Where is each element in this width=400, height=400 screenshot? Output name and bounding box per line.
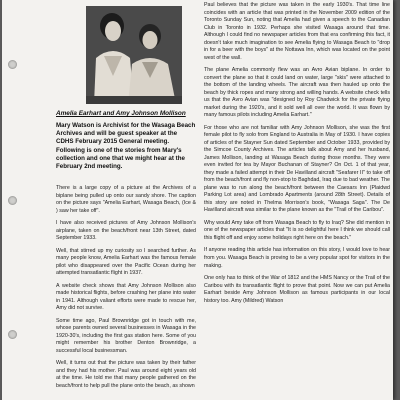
right-column — [204, 2, 390, 310]
article-intro: Mary Watson is Archivist for the Wasaga Beach Archives and will be guest speaker at the CDHS February 2015 General meeting. Following is one of the stories from Mary's collection and one that we might hear at the February 2nd meeting. — [56, 122, 196, 170]
document-page — [2, 0, 393, 400]
photo-two-women — [86, 6, 182, 104]
paragraph: I have also received pictures of Amy Johnson Mollison's airplane, taken on the beach/front near 13th Street, dated September 1933. — [56, 220, 196, 242]
paragraph: Why would Amy take off from Wasaga Beach to fly to Iraq? She did mention in one of the newspaper articles that "It is so delightful here I think we should call this flight off and enjoy some holidays right here on the beach." — [204, 219, 390, 241]
paragraph: Well, that stirred up my curiosity so I searched further. As many people know, Amelia Earhart was the famous female pilot who disappeared over the Pacific Ocean during her attempted transatlantic flight in 1937. — [56, 247, 196, 277]
punch-hole — [8, 196, 17, 205]
paragraph: There is a large copy of a picture at the Archives of a biplane being pulled up onto our sandy shore. The caption on the picture says "Amelia Earhart, Wasaga Beach, (Ice & ) saw her take off". — [56, 185, 196, 214]
photo-image — [86, 6, 182, 104]
paragraph: Paul believes that the picture was taken in the early 1930's. That time line coincides with an article that was printed in the November 2009 edition of the Toronto Sunday Sun, noting that Amelia had given a speech to the Canadian Club in Toronto in 1932. Perhaps she visited Wasaga around that time. Although I could find no newspaper articles from that era confirming this fact, it doesn't take much imagination to see Amelia flying to Wasaga Beach to "drop in for a beer with the boys" at the Nottawa Inn, which was located on the point west of the wall. — [204, 2, 390, 61]
punch-hole — [8, 330, 17, 339]
paragraph: For those who are not familiar with Amy Johnson Mollison, she was the first female pilot to fly solo from England to Australia in May of 1930. I have copies of articles of the Stayner Sun dated September and October 1933, provided by the Simcoe County Archives. The articles talk about Amy and her husband, James Mollison, landing at Wasaga Beach during those months. They were even invited for tea by Mayor Buchanan of Stayner? On Oct. 1 of that year, they made a failed attempt in their De Havilland aircraft "Seafarer II" to take off from the beach/front and fly non-stop to Baghdad, Iraq due to bad weather. The plane was to run along the beach/front between the Caesars Inn (Plaidwd Parking Lot area) and Lombrado Apartments (around 28th Street). Details of this story are noted in Thelma Morrison's book, "Wasaga Saga". The De Havilland aircraft was similar to the plane known as the "Trail of the Caribou". — [204, 124, 390, 214]
paragraph: Well, it turns out that the picture was taken by their father and they had his mother. Paul was around eight years old at the time. He told me that many people gathered on the beach/front to help pull the plane onto the beach, as shown — [56, 360, 196, 389]
left-column — [56, 185, 196, 395]
paragraph: A website check shows that Amy Johnson Mollison also made historical flights, before crashing her plane into water in 1941. Although valiant efforts were made to rescue her, Amy did not survive. — [56, 282, 196, 312]
paragraph: If anyone reading this article has information on this story, I would love to hear from you. Wasaga Beach is proving to be a very popular spot for visitors in the making. — [204, 247, 390, 269]
photo-caption: Amelia Earhart and Amy Johnson Mollison — [56, 110, 186, 117]
paragraph: Some time ago, Paul Brownridge got in touch with me, whose parents owned several businesses in Wasaga in the 1920-30's, including the first gas station here. Some of you might remember his brother Denton Brownridge, a successful local businessman. — [56, 317, 196, 354]
paragraph: The plane Amelia commonly flew was an Avro Avian biplane. In order to convert the plane so that it could land on water, large "skis" were attached to the bottom of the landing wheels. The aircraft was then hauled up onto the beach by thick ropes and many strong and willing hands. A website check tells us that the Avro Avian was "designed by Roy Chadwick for the private flying market during the 1920's, and it sold well all over the world. It was flown by many famous pilots including Amelia Earhart." — [204, 67, 390, 119]
punch-hole — [8, 60, 17, 69]
paragraph: One only has to think of the War of 1812 and the HMS Nancy or the Trail of the Caribou with its transatlantic flight to prove that point. Now we can put Amelia Earhart beside Amy Johnson Mollison as famous participants in our local history too. Amy (Mildred) Watson — [204, 275, 390, 304]
